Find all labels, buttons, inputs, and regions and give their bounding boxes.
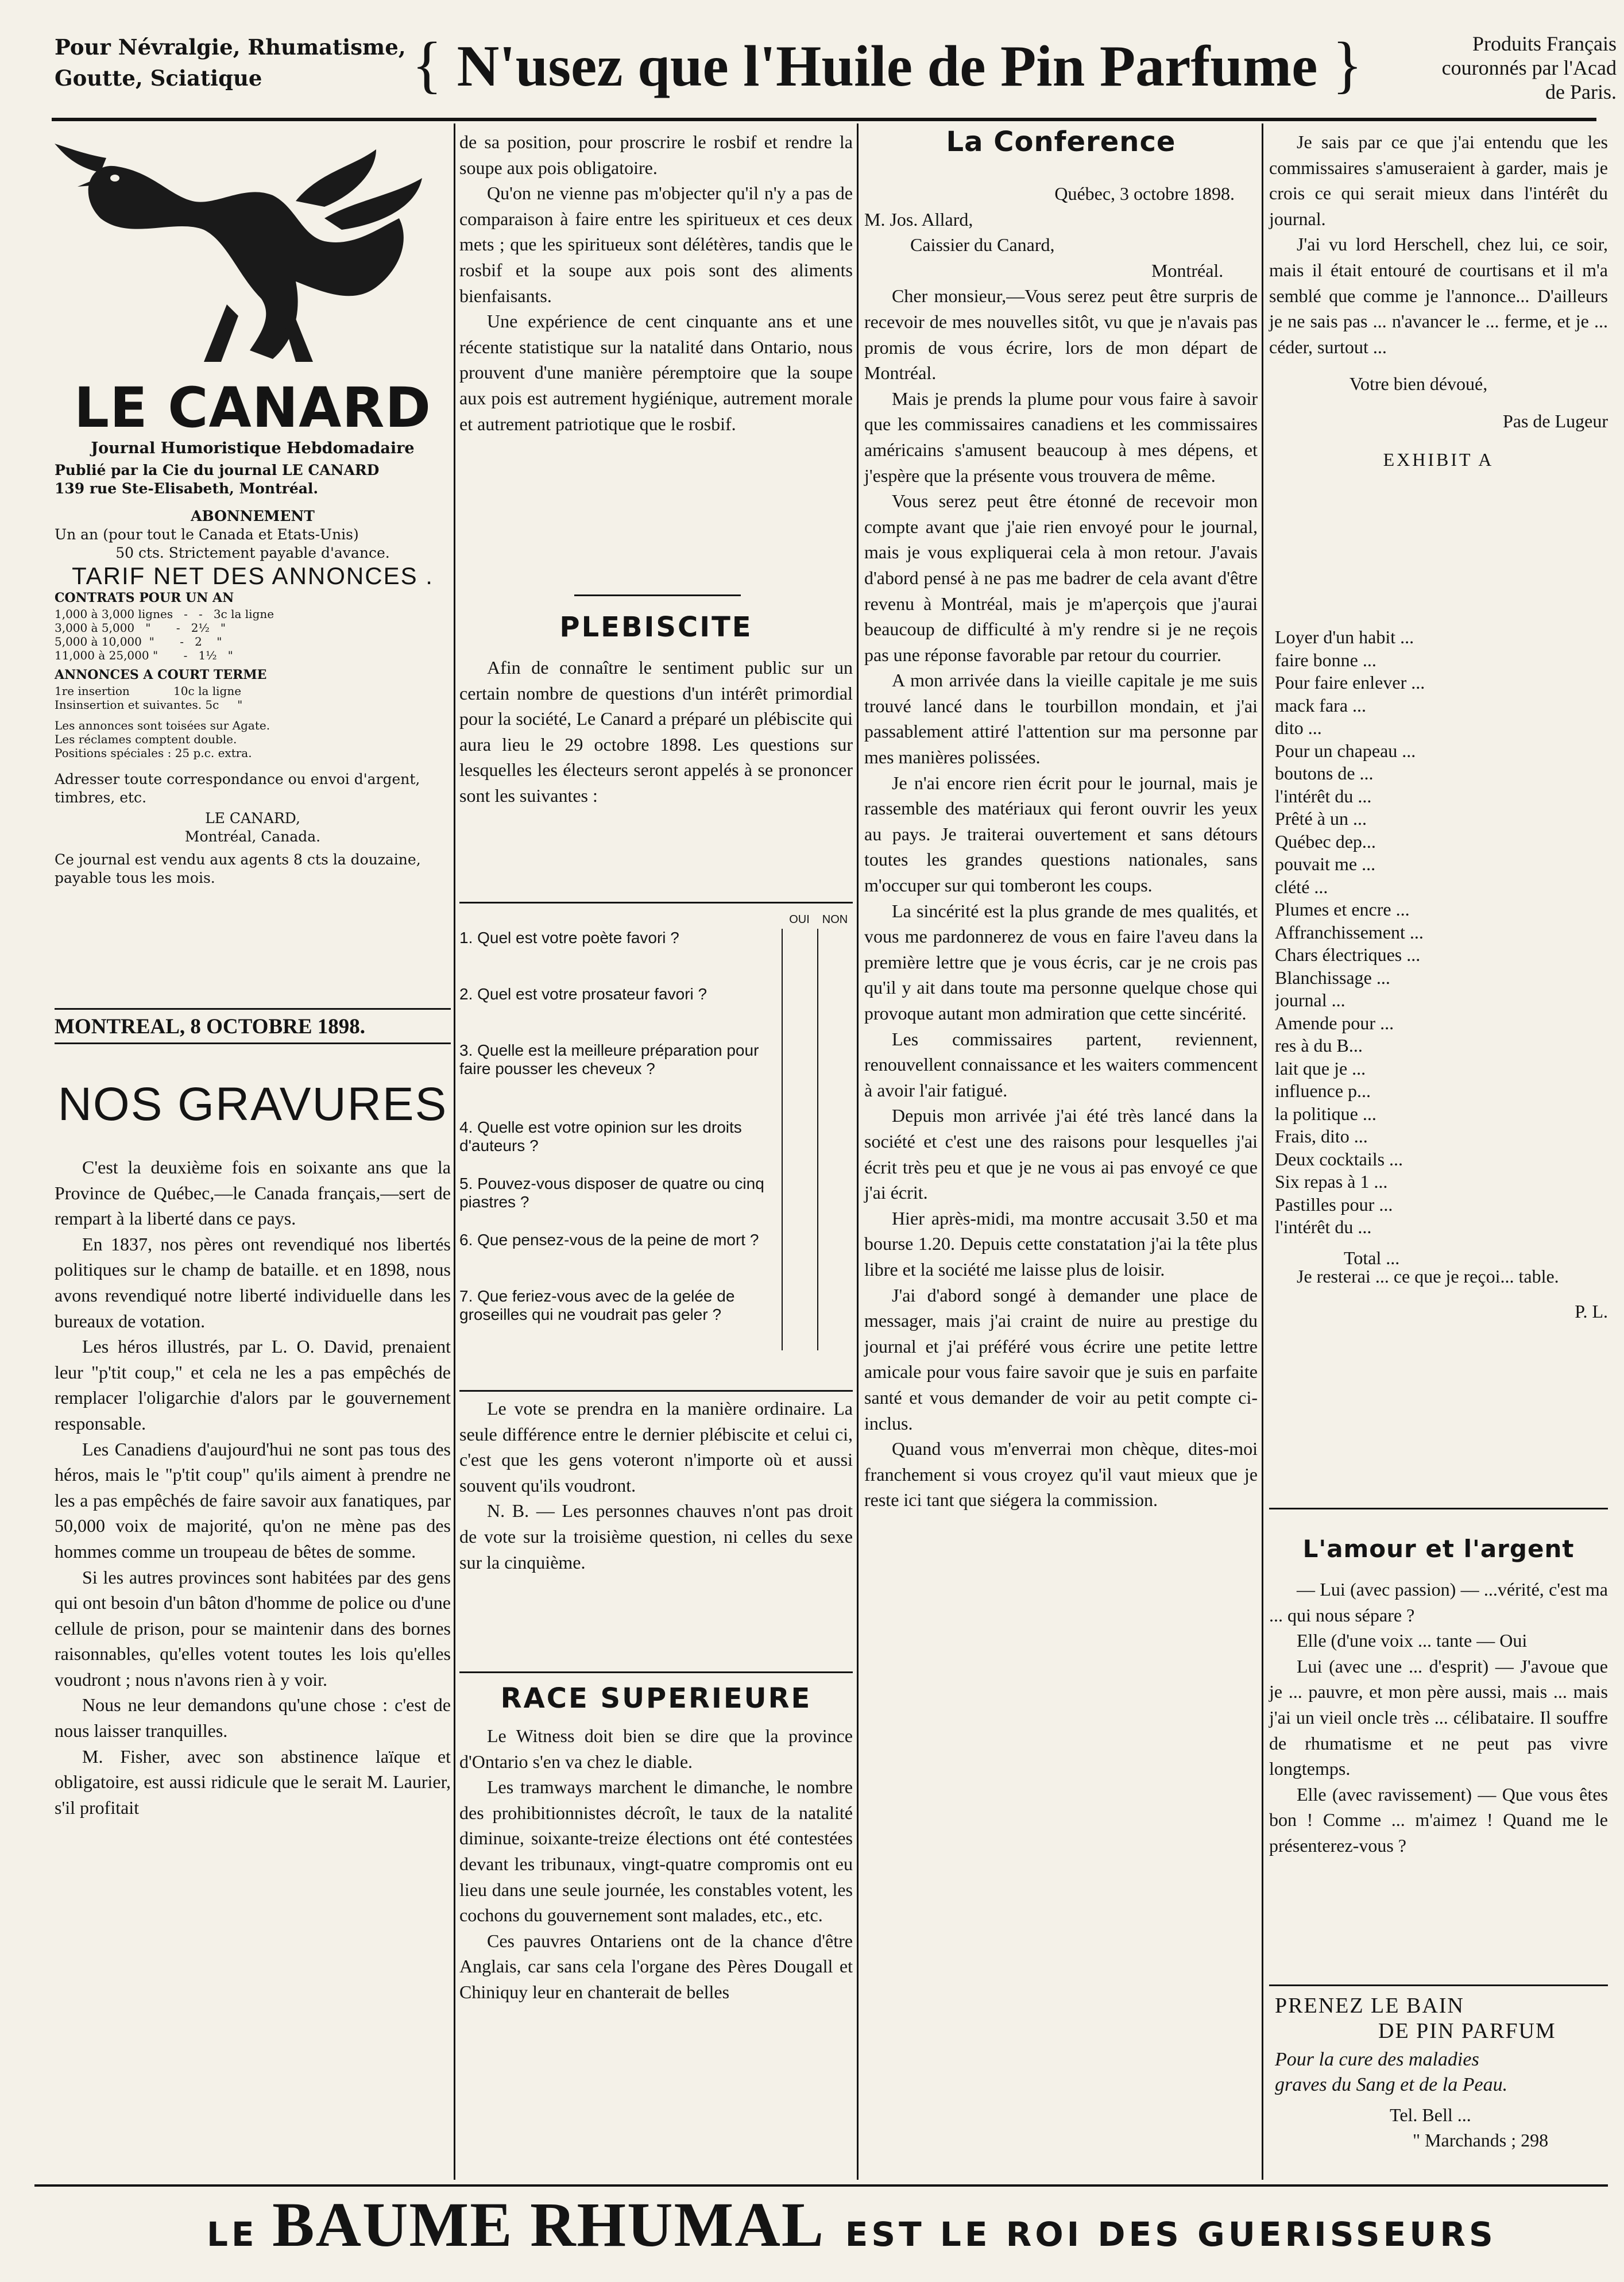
oui-checkbox[interactable]: [782, 1118, 817, 1175]
banner-right-ad: [1375, 32, 1617, 104]
tarif-heading: TARIF NET DES ANNONCES .: [72, 562, 434, 589]
rule: [459, 902, 853, 903]
letter-paragraph: Les commissaires partent, reviennent, renouvellent connaissance et les waiters commencent à avoir l'air fatigué.: [864, 1028, 1258, 1101]
race-heading: RACE SUPERIEURE: [500, 1682, 812, 1715]
oui-checkbox[interactable]: [782, 929, 817, 985]
letter-paragraph: Mais je prends la plume pour vous faire à savoir que les commissaires canadiens et les commissaires américains s'amusent beaucoup à mes dépens, et j'espère que la présente vous trouvera de même.: [864, 388, 1258, 486]
note-line: Les réclames comptent double.: [55, 732, 237, 746]
non-checkbox[interactable]: [817, 1231, 853, 1287]
ballot-header: [459, 910, 853, 929]
dialogue-line: Lui (avec une ... d'esprit) — J'avoue que je ... pauvre, et mon père aussi, mais ... mais j'ai un vieil oncle très ... célibataire. Il souffre de rhumatisme et ne peut pas vivre longtemps.: [1269, 1655, 1608, 1779]
non-checkbox[interactable]: [817, 929, 853, 985]
plebiscite-intro: [459, 655, 853, 809]
oui-checkbox[interactable]: [782, 985, 817, 1041]
place-date: Québec, 3 octobre 1898.: [1054, 183, 1235, 204]
letter-paragraph: Depuis mon arrivée j'ai été très lancé dans la société et c'est une des raisons pour lesquelles j'ai écrit très peu et que je ne vous ai pas envoyé ce que j'ai écrit.: [864, 1105, 1258, 1203]
col2-continued-article: [459, 129, 853, 437]
addressee: M. Jos. Allard,: [864, 208, 973, 230]
after-total: [1269, 1264, 1608, 1324]
letter-paragraph: La sincérité est la plus grande de mes qualités, et vous me pardonnerez de vous en faire l'aveu dans la première lettre que je vous écris, car je ne crois pas qu'il y ait dans toute ma personne quelque chose qui provoque autant mon admiration que cette sincérité.: [864, 900, 1258, 1024]
contrat-line: 3,000 à 5,000 " - 2½ ": [55, 621, 226, 635]
expense-item: Deux cocktails ...: [1275, 1148, 1403, 1169]
expense-item: Six repas à 1 ...: [1275, 1171, 1388, 1192]
expense-item: clété ...: [1275, 876, 1328, 897]
banner-headline-text: N'usez que l'Huile de Pin Parfume: [457, 34, 1318, 99]
non-checkbox[interactable]: [817, 985, 853, 1041]
letter-paragraph: Hier après-midi, ma montre accusait 3.50 et ma bourse 1.20. Depuis cette constatation j'ai la tête plus libre et la société me laisse plus de loisir.: [864, 1207, 1258, 1280]
non-checkbox[interactable]: [817, 1175, 853, 1231]
oui-checkbox[interactable]: [782, 1175, 817, 1231]
banner-right-line3: de Paris.: [1545, 80, 1617, 103]
ad-marchands: " Marchands ; 298: [1413, 2130, 1549, 2150]
oui-checkbox[interactable]: [782, 1231, 817, 1287]
expense-item: Pour faire enlever ...: [1275, 672, 1425, 693]
expense-item: Frais, dito ...: [1275, 1126, 1368, 1146]
column-rule-1: [454, 123, 455, 2180]
letter-paragraph: Je n'ai encore rien écrit pour le journal, mais je rassemble des matériaux qui feront ouvrir les yeux au pays. Je traiterai ouvertement et sans détours toutes les grandes questions nationales, sans m'occuper sur qui tomberont les coups.: [864, 772, 1258, 896]
letter-signature: Pas de Lugeur: [1502, 410, 1608, 431]
nos-gravures-heading: NOS GRAVURES: [57, 1078, 448, 1130]
expense-item: dito ...: [1275, 717, 1322, 738]
footer-brand: BAUME RHUMAL: [272, 2190, 825, 2260]
oui-checkbox[interactable]: [782, 1287, 817, 1350]
letter-paragraph: Vous serez peut être étonné de recevoir mon compte avant que j'aie rien envoyé pour le journal, mais je vous expliquerai cela à mon retour. J'avais d'abord pensé à ne pas me badrer de cela avant d'être revenu à Montréal, mais je m'aperçois que j'aurai beaucoup de difficulté à m'y rendre si je ne reçois pas une réponse favorable par retour du courrier.: [864, 491, 1258, 665]
conference-heading: La Conference: [946, 126, 1176, 158]
expense-item: journal ...: [1275, 990, 1345, 1010]
initials: P. L.: [1575, 1300, 1608, 1322]
article-paragraph: Ces pauvres Ontariens ont de la chance d'être Anglais, car sans cela l'organe des Pères Dougall et Chiniquy leur en chanterait de belles: [459, 1930, 853, 2002]
non-checkbox[interactable]: [817, 1041, 853, 1118]
plebiscite-ballot: [459, 910, 853, 1350]
ad-line1: PRENEZ LE BAIN: [1275, 1994, 1464, 2018]
expense-item: boutons de ...: [1275, 763, 1374, 783]
conference-letter-continued: [1269, 129, 1608, 472]
contrat-line: 11,000 à 25,000 " - 1½ ": [55, 648, 233, 662]
expense-item: Affranchissement ...: [1275, 921, 1424, 943]
expense-item: Chars électriques ...: [1275, 944, 1421, 965]
article-paragraph: Les Canadiens d'aujourd'hui ne sont pas tous des héros, mais le "p'tit coup" qu'ils aiment à prendre ne les a pas empêchés de faire savoir aux fanatiques, par 50,000 voix de majorité, qu'on ne mène pas des hommes comme un troupeau de bêtes de somme.: [55, 1438, 451, 1562]
article-paragraph: Qu'on ne vienne pas m'objecter qu'il n'y a pas de comparaison à faire entre les spiritueux et ces deux mets ; que les spiritueux sont délétères, tandis que le rosbif et la soupe aux pois sont des aliments bienfaisants.: [459, 183, 853, 306]
court-terme-line: 1re insertion 10c la ligne: [55, 684, 242, 698]
ballot-question: 6. Que pensez-vous de la peine de mort ?: [459, 1231, 853, 1287]
ad-line4: graves du Sang et de la Peau.: [1275, 2074, 1508, 2095]
expense-list: [1275, 626, 1614, 1269]
ballot-question: 7. Que feriez-vous avec de la gelée de groseilles qui ne voudrait pas geler ?: [459, 1287, 853, 1350]
duck-illustration: [55, 132, 451, 373]
expense-item: Amende pour ...: [1275, 1012, 1394, 1033]
conference-letter: [864, 181, 1258, 1513]
amour-dialogue: [1269, 1577, 1608, 1859]
race-article: [459, 1723, 853, 2005]
expense-item: la politique ...: [1275, 1103, 1376, 1124]
publisher-line: Publié par la Cie du journal LE CANARD: [55, 462, 380, 478]
ad-line3: Pour la cure des maladies: [1275, 2049, 1479, 2070]
footer-le: LE: [207, 2215, 258, 2254]
article-paragraph: Le Witness doit bien se dire que la province d'Ontario s'en va chez le diable.: [459, 1725, 853, 1772]
article-paragraph: de sa position, pour proscrire le rosbif et rendre la soupe aux pois obligatoire.: [459, 132, 853, 178]
nos-gravures-article: [55, 1154, 451, 1820]
exhibit-heading: EXHIBIT A: [1383, 449, 1494, 470]
rule: [574, 594, 741, 596]
rule: [459, 1390, 853, 1392]
masthead-info: [55, 439, 451, 887]
correspondance-text: Adresser toute correspondance ou envoi d'argent, timbres, etc.: [55, 771, 420, 806]
ballot-question: 5. Pouvez-vous disposer de quatre ou cinq piastres ?: [459, 1175, 853, 1231]
article-paragraph: Nous ne leur demandons qu'une chose : c'est de nous laisser tranquilles.: [55, 1694, 451, 1742]
non-label: NON: [822, 913, 848, 926]
nb-text: N. B. — Les personnes chauves n'ont pas droit de vote sur la troisième question, ni celles du sexe sur la cinquième.: [459, 1500, 853, 1573]
article-paragraph: C'est la deuxième fois en soixante ans que la Province de Québec,—le Canada français,—sert de rempart à la liberté dans ce pays.: [55, 1157, 451, 1229]
expense-item: pouvait me ...: [1275, 854, 1376, 874]
column-rule-3: [1262, 123, 1263, 2180]
banner-left-ad: [55, 32, 405, 94]
banner-right-line2: couronnés par l'Acad: [1441, 56, 1617, 79]
contrat-line: 1,000 à 3,000 lignes - - 3c la ligne: [55, 607, 274, 621]
vente-text: Ce journal est vendu aux agents 8 cts la douzaine, payable tous les mois.: [55, 851, 421, 886]
plebiscite-heading: PLEBISCITE: [559, 611, 753, 643]
after-total-text: Je resterai ... ce que je reçoi... table.: [1297, 1266, 1559, 1287]
letter-paragraph: Cher monsieur,—Vous serez peut être surpris de recevoir de mes nouvelles sitôt, vu que je n'avais pas promis de vous écrire, lors de mon départ de Montréal.: [864, 285, 1258, 384]
dialogue-line: Elle (avec ravissement) — Que vous êtes bon ! Comme ... m'aimez ! Quand me le présenterez-vous ?: [1269, 1783, 1608, 1856]
note-line: Les annonces sont toisées sur Agate.: [55, 719, 270, 732]
expense-item: l'intérêt du ...: [1275, 785, 1372, 806]
rule: [1269, 1508, 1608, 1509]
ballot-question: 3. Quelle est la meilleure préparation pour faire pousser les cheveux ?: [459, 1041, 853, 1118]
addressee-city: Montréal.: [1151, 260, 1224, 281]
contrats-heading: CONTRATS POUR UN AN: [55, 590, 234, 605]
rule: [1269, 1984, 1608, 1986]
expense-item: mack fara ...: [1275, 694, 1367, 716]
article-paragraph: Les tramways marchent le dimanche, le nombre des prohibitionnistes décroît, le taux de la natalité diminue, soixante-treize élections ont été contestées devant les tribunaux, vingt-quatre compromis ont eu lieu dans une seule journée, les constables votent, les cochons du gouvernement sont malades, etc., etc.: [459, 1777, 853, 1926]
article-paragraph: M. Fisher, avec son abstinence laïque et obligatoire, est aussi ridicule que le serait M. Laurier, s'il profitait: [55, 1746, 451, 1818]
oui-checkbox[interactable]: [782, 1041, 817, 1118]
rule: [55, 1042, 451, 1044]
address-line: 139 rue Ste-Elisabeth, Montréal.: [55, 480, 319, 497]
expense-item: l'intérêt du ...: [1275, 1217, 1372, 1237]
banner-rule: [52, 118, 1596, 121]
bain-ad: [1275, 1993, 1608, 2153]
court-terme-line: Insinsertion et suivantes. 5c ": [55, 698, 243, 712]
ad-tel: Tel. Bell ...: [1390, 2105, 1471, 2125]
letter-paragraph: Quand vous m'enverrai mon chèque, dites-moi franchement si vous croyez qu'il vaut mieux que je reste ici tant que siégera la commission.: [864, 1438, 1258, 1511]
expense-item: lait que je ...: [1275, 1057, 1366, 1079]
expense-item: Blanchissage ...: [1275, 967, 1390, 988]
ballot-question: 1. Quel est votre poète favori ?: [459, 929, 853, 985]
footer-ad: [34, 2188, 1608, 2269]
article-paragraph: Les héros illustrés, par L. O. David, prenaient leur "p'tit coup," et cela ne les a pas empêchés de remplacer l'oligarchie d'alors par le gouvernement responsable.: [55, 1336, 451, 1434]
abonnement-line2: 50 cts. Strictement payable d'avance.: [115, 545, 390, 561]
article-paragraph: Une expérience de cent cinquante ans et une récente statistique sur la natalité dans Ontario, nous prouvent d'une manière péremptoire que la soupe aux pois est autrement hygiénique, autrement morale et autrement patriotique que le rosbif.: [459, 311, 853, 434]
masthead-subtitle: Journal Humoristique Hebdomadaire: [91, 439, 415, 457]
expense-item: Plumes et encre ...: [1275, 899, 1410, 920]
expense-item: Québec dep...: [1275, 831, 1376, 852]
banner-right-line1: Produits Français: [1472, 32, 1617, 55]
letter-paragraph: J'ai vu lord Herschell, chez lui, ce soir, mais il était entouré de courtisans et il m'a semblé que comme je l'annonce... D'ailleurs je ne sais pas ... n'avancer le ... ferme, et je ... céder, surtout ...: [1269, 234, 1608, 357]
vote-text: Le vote se prendra en la manière ordinaire. La seule différence entre le dernier plébiscite et celui ci, c'est que les gens voteront n'importe où et aussi souvent qu'ils voudront.: [459, 1398, 853, 1496]
expense-item: Prêté à un ...: [1275, 808, 1367, 829]
corr-city: Montréal, Canada.: [184, 828, 321, 845]
letter-paragraph: A mon arrivée dans la vieille capitale je me suis trouvé lancé dans le tourbillon mondain, et j'ai passablement attiré l'attention sur ma personne par mes manières polissées.: [864, 670, 1258, 768]
letter-closing: Votre bien dévoué,: [1350, 373, 1488, 395]
plebiscite-intro-text: Afin de connaître le sentiment public sur un certain nombre de questions d'un intérêt primordial pour la société, Le Canard a préparé un plébiscite qui aura lieu le 29 octobre 1898. Les questions sur lesquelles les électeurs seront appelés à se prononcer sont les suivantes :: [459, 657, 853, 806]
letter-paragraph: J'ai d'abord songé à demander une place de messager, mais j'ai craint de nuire au prestige du journal et j'ai préféré vous écrire une petite lettre amicale pour vous faire savoir que je suis en parfaite santé et vous demander de voir au petit compte ci-inclus.: [864, 1284, 1258, 1434]
expense-item: faire bonne ...: [1275, 649, 1376, 670]
contrat-line: 5,000 à 10,000 " - 2 ": [55, 635, 222, 648]
ballot-question: 4. Quelle est votre opinion sur les droits d'auteurs ?: [459, 1118, 853, 1175]
plebiscite-notes: [459, 1396, 853, 1575]
dialogue-line: — Lui (avec passion) — ...vérité, c'est ma ... qui nous sépare ?: [1269, 1579, 1608, 1625]
ad-line2: DE PIN PARFUM: [1378, 2019, 1556, 2043]
ballot-question: 2. Quel est votre prosateur favori ?: [459, 985, 853, 1041]
addressee-title: Caissier du Canard,: [910, 234, 1055, 256]
banner-left-line1: Pour Névralgie, Rhumatisme,: [55, 34, 406, 60]
expense-item: influence p...: [1275, 1080, 1371, 1101]
expense-item: res à du B...: [1275, 1035, 1363, 1056]
footer-rule: [34, 2184, 1608, 2187]
article-paragraph: En 1837, nos pères ont revendiqué nos libertés politiques sur le champ de bataille. et en 1898, nous avons revendiqué notre liberté individuelle dans les bureaux de votation.: [55, 1233, 451, 1331]
expense-total: Total ...: [1344, 1247, 1400, 1268]
expense-item: Loyer d'un habit ...: [1275, 627, 1414, 647]
article-paragraph: Si les autres provinces sont habitées par des gens qui ont besoin d'un bâton d'homme de police ou d'une cellule de prison, pour se maintenir dans des bornes raisonnables, qu'elles votent toutes les lois qu'elles voudront ; nous n'avons rien à y voir.: [55, 1566, 451, 1690]
column-rule-2: [857, 123, 859, 2180]
court-terme-heading: ANNONCES A COURT TERME: [55, 667, 267, 682]
dialogue-line: Elle (d'une voix ... tante — Oui: [1297, 1630, 1528, 1651]
expense-item: Pour un chapeau ...: [1275, 740, 1416, 761]
dateline: MONTREAL, 8 OCTOBRE 1898.: [55, 1015, 366, 1038]
footer-rest: EST LE ROI DES GUERISSEURS: [845, 2215, 1497, 2254]
non-checkbox[interactable]: [817, 1118, 853, 1175]
letter-paragraph: Je sais par ce que j'ai entendu que les commissaires s'amuseraient à garder, mais je crois ce qui serait mieux dans l'intérêt du journal.: [1269, 132, 1608, 229]
abonnement-line1: Un an (pour tout le Canada et Etats-Unis): [55, 526, 359, 543]
rule: [55, 1008, 451, 1010]
masthead-title: LE CANARD: [74, 376, 432, 440]
note-line: Positions spéciales : 25 p.c. extra.: [55, 746, 252, 760]
banner-headline: { N'usez que l'Huile de Pin Parfume }: [412, 29, 1363, 99]
expense-item: Pastilles pour ...: [1275, 1194, 1393, 1215]
non-checkbox[interactable]: [817, 1287, 853, 1350]
oui-label: OUI: [789, 913, 810, 926]
amour-heading: L'amour et l'argent: [1302, 1535, 1575, 1563]
banner-left-line2: Goutte, Sciatique: [55, 65, 262, 91]
rule: [459, 1671, 853, 1673]
abonnement-heading: ABONNEMENT: [191, 508, 315, 524]
corr-name: LE CANARD,: [205, 810, 300, 827]
